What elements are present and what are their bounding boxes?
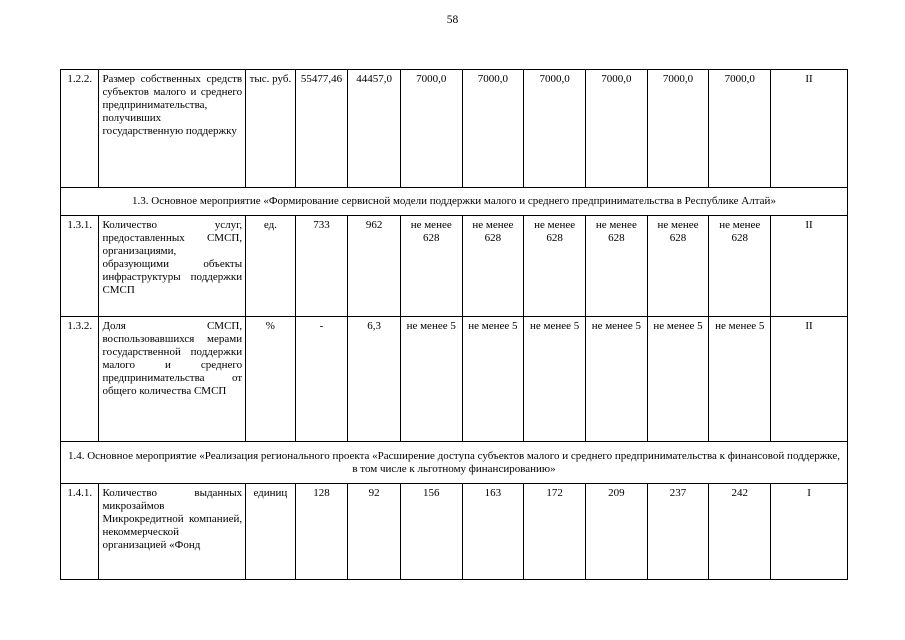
value-cell: 962 bbox=[348, 216, 401, 317]
value-cell: не менее 628 bbox=[462, 216, 524, 317]
unit: единиц bbox=[246, 484, 296, 580]
value-cell: 7000,0 bbox=[462, 70, 524, 188]
unit: ед. bbox=[246, 216, 296, 317]
value-cell: не менее 628 bbox=[709, 216, 771, 317]
value-cell: 7000,0 bbox=[585, 70, 647, 188]
value-cell: не менее 5 bbox=[462, 317, 524, 442]
section-title: 1.3. Основное мероприятие «Формирование сервисной модели поддержки малого и среднего предпринимательства в Республике Алтай» bbox=[61, 188, 848, 216]
value-cell: 128 bbox=[295, 484, 348, 580]
value-cell: - bbox=[295, 317, 348, 442]
value-cell: 92 bbox=[348, 484, 401, 580]
indicator-name: Количество выданных микрозаймов Микрокредитной компанией, некоммерческой организацией «Фонд bbox=[102, 487, 243, 551]
value-cell: 7000,0 bbox=[400, 70, 462, 188]
page-number: 58 bbox=[446, 14, 459, 26]
indicator-name: Количество услуг, предоставленных СМСП, организациями, образующими объекты инфраструктуры поддержки СМСП bbox=[99, 216, 246, 317]
value-cell: не менее 628 bbox=[524, 216, 586, 317]
value-cell: 733 bbox=[295, 216, 348, 317]
value-cell: 7000,0 bbox=[709, 70, 771, 188]
value-cell: 7000,0 bbox=[647, 70, 709, 188]
section-row bbox=[61, 442, 848, 484]
value-cell: 7000,0 bbox=[524, 70, 586, 188]
row-number: 1.2.2. bbox=[61, 70, 99, 188]
table-row bbox=[61, 216, 848, 317]
unit: тыс. руб. bbox=[246, 70, 296, 188]
value-cell: не менее 5 bbox=[400, 317, 462, 442]
table-row bbox=[61, 70, 848, 188]
priority-cell: II bbox=[771, 216, 848, 317]
value-cell: не менее 628 bbox=[647, 216, 709, 317]
value-cell: 242 bbox=[709, 484, 771, 580]
value-cell: не менее 5 bbox=[647, 317, 709, 442]
table-row bbox=[61, 484, 848, 580]
value-cell: не менее 5 bbox=[709, 317, 771, 442]
priority-cell: II bbox=[771, 317, 848, 442]
value-cell: 156 bbox=[400, 484, 462, 580]
value-cell: не менее 5 bbox=[524, 317, 586, 442]
value-cell: 44457,0 bbox=[348, 70, 401, 188]
indicator-name: Доля СМСП, воспользовавшихся мерами государственной поддержки малого и среднего предпринимательства от общего количества СМСП bbox=[99, 317, 246, 442]
indicators-table bbox=[60, 69, 848, 580]
table-row bbox=[61, 317, 848, 442]
value-cell: 237 bbox=[647, 484, 709, 580]
value-cell: 209 bbox=[585, 484, 647, 580]
indicator-name: Размер собственных средств субъектов малого и среднего предпринимательства, получивших государственную поддержку bbox=[99, 70, 246, 188]
value-cell: 55477,46 bbox=[295, 70, 348, 188]
row-number: 1.3.2. bbox=[61, 317, 99, 442]
section-title: 1.4. Основное мероприятие «Реализация регионального проекта «Расширение доступа субъектов малого и среднего предпринимательства к финансовой поддержке, в том числе к льготному финансированию» bbox=[61, 442, 848, 484]
priority-cell: II bbox=[771, 70, 848, 188]
value-cell: не менее 628 bbox=[400, 216, 462, 317]
indicator-name-cell bbox=[99, 484, 246, 580]
priority-cell: I bbox=[771, 484, 848, 580]
value-cell: не менее 5 bbox=[585, 317, 647, 442]
value-cell: 172 bbox=[524, 484, 586, 580]
section-row bbox=[61, 188, 848, 216]
value-cell: 6,3 bbox=[348, 317, 401, 442]
unit: % bbox=[246, 317, 296, 442]
row-number: 1.3.1. bbox=[61, 216, 99, 317]
value-cell: 163 bbox=[462, 484, 524, 580]
row-number: 1.4.1. bbox=[61, 484, 99, 580]
value-cell: не менее 628 bbox=[585, 216, 647, 317]
